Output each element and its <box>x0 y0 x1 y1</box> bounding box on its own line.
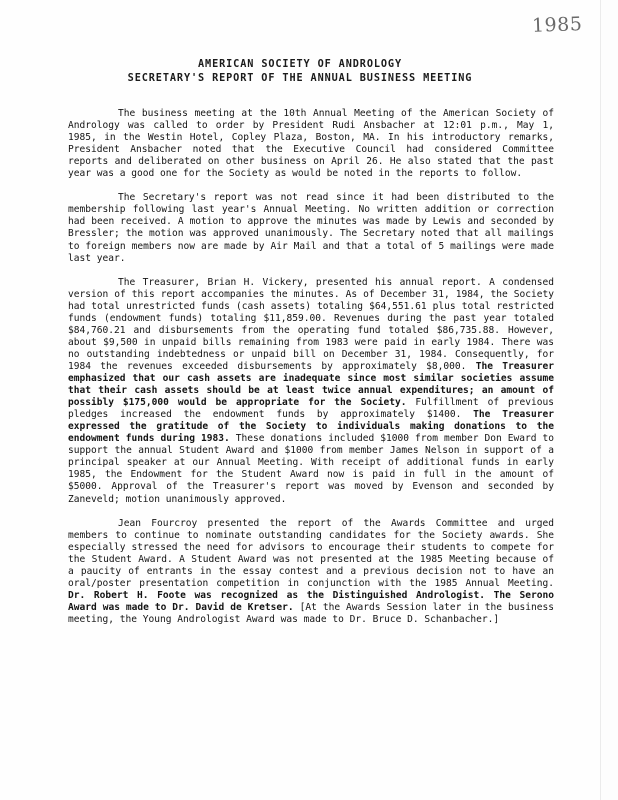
paragraph-treasurer-report <box>68 277 554 506</box>
treasurer-cash-assets-emphasis: The Treasurer emphasized that our cash assets are inadequate since most similar societies assume that their cash assets should be at least twice annual expenditures; an amount of possibly $175,000 would be appropriate for the Society. <box>68 360 554 409</box>
scan-edge-line <box>600 0 601 800</box>
awards-report-text-part-1: Jean Fourcroy presented the report of the Awards Committee and urged members to continue to nominate outstanding candidates for the Society awards. She especially stressed the need for advisors to encourage their students to compete for the Student Award. A Student Award was not presented at the 1985 Meeting because of a paucity of entrants in the essay contest and a previous decision not to have an oral/poster presentation competition in conjunction with the 1985 Annual Meeting. <box>68 517 554 589</box>
scan-edge-margin <box>601 0 618 800</box>
treasurer-report-text-part-3: These donations included $1000 from member Don Eward to support the annual Student Award and $1000 from member James Nelson in support of a principal speaker at our Annual Meeting. With receipt of additional funds in early 1985, the Endowment for the Student Award now is paid in full in the amount of $5000. Approval of the Treasurer's report was moved by Evenson and seconded by Zaneveld; motion unanimously approved. <box>68 433 554 505</box>
handwritten-year-annotation: 1985 <box>531 13 583 37</box>
paragraph-1-text: The business meeting at the 10th Annual Meeting of the American Society of Andrology was called to order by President Rudi Ansbacher at 12:01 p.m., May 1, 1985, in the Westin Hotel, Copley Plaza, Boston, MA. In his introductory remarks, President Ansbacher noted that the Executive Council had considered Committee reports and deliberated on other business on April 26. He also stated that the past year was a good one for the Society as would be noted in the reports to follow. <box>68 108 554 180</box>
document-header <box>0 58 600 85</box>
document-body <box>68 108 554 626</box>
paragraph-2-text: The Secretary's report was not read since it had been distributed to the membership following last year's Annual Meeting. No written addition or correction had been received. A motion to approve the minutes was made by Lewis and seconded by Bressler; the motion was approved unanimously. The Secretary noted that all mailings to foreign members now are made by Air Mail and that a total of 5 mailings were made last year. <box>68 192 554 264</box>
treasurer-gratitude-emphasis: The Treasurer expressed the gratitude of the Society to individuals making donations to the endowment funds during 1983. <box>68 409 554 445</box>
awards-report-text-part-2: [At the Awards Session later in the business meeting, the Young Andrologist Award was made to Dr. Bruce D. Schanbacher.] <box>68 601 554 625</box>
treasurer-report-text-part-2: Fulfillment of previous pledges increased the endowment funds by approximately $1400. <box>68 397 555 421</box>
treasurer-report-text-part-1: The Treasurer, Brian H. Vickery, presented his annual report. A condensed version of this report accompanies the minutes. As of December 31, 1984, the Society had total unrestricted funds (cash assets) totaling $64,551.61 plus total restricted funds (endowment funds) totaling $11,859.00. Revenues during the past year totaled $84,760.21 and disbursements from the operating fund totaled $86,735.88. However, about $9,500 in unpaid bills remaining from 1983 were paid in early 1984. There was no outstanding indebtedness or unpaid bill on December 31, 1984. Consequently, for 1984 the revenues exceeded disbursements by approximately $8,000. <box>68 276 554 372</box>
paragraph-meeting-call-to-order <box>68 108 554 180</box>
paragraph-secretary-report <box>68 192 554 264</box>
paragraph-awards-committee-report <box>68 518 554 626</box>
awards-recipients-emphasis: Dr. Robert H. Foote was recognized as the Distinguished Andrologist. The Serono Award was made to Dr. David de Kretser. <box>68 589 554 613</box>
header-title-line: SECRETARY'S REPORT OF THE ANNUAL BUSINESS MEETING <box>127 72 473 84</box>
header-organization-line: AMERICAN SOCIETY OF ANDROLOGY <box>198 59 402 70</box>
